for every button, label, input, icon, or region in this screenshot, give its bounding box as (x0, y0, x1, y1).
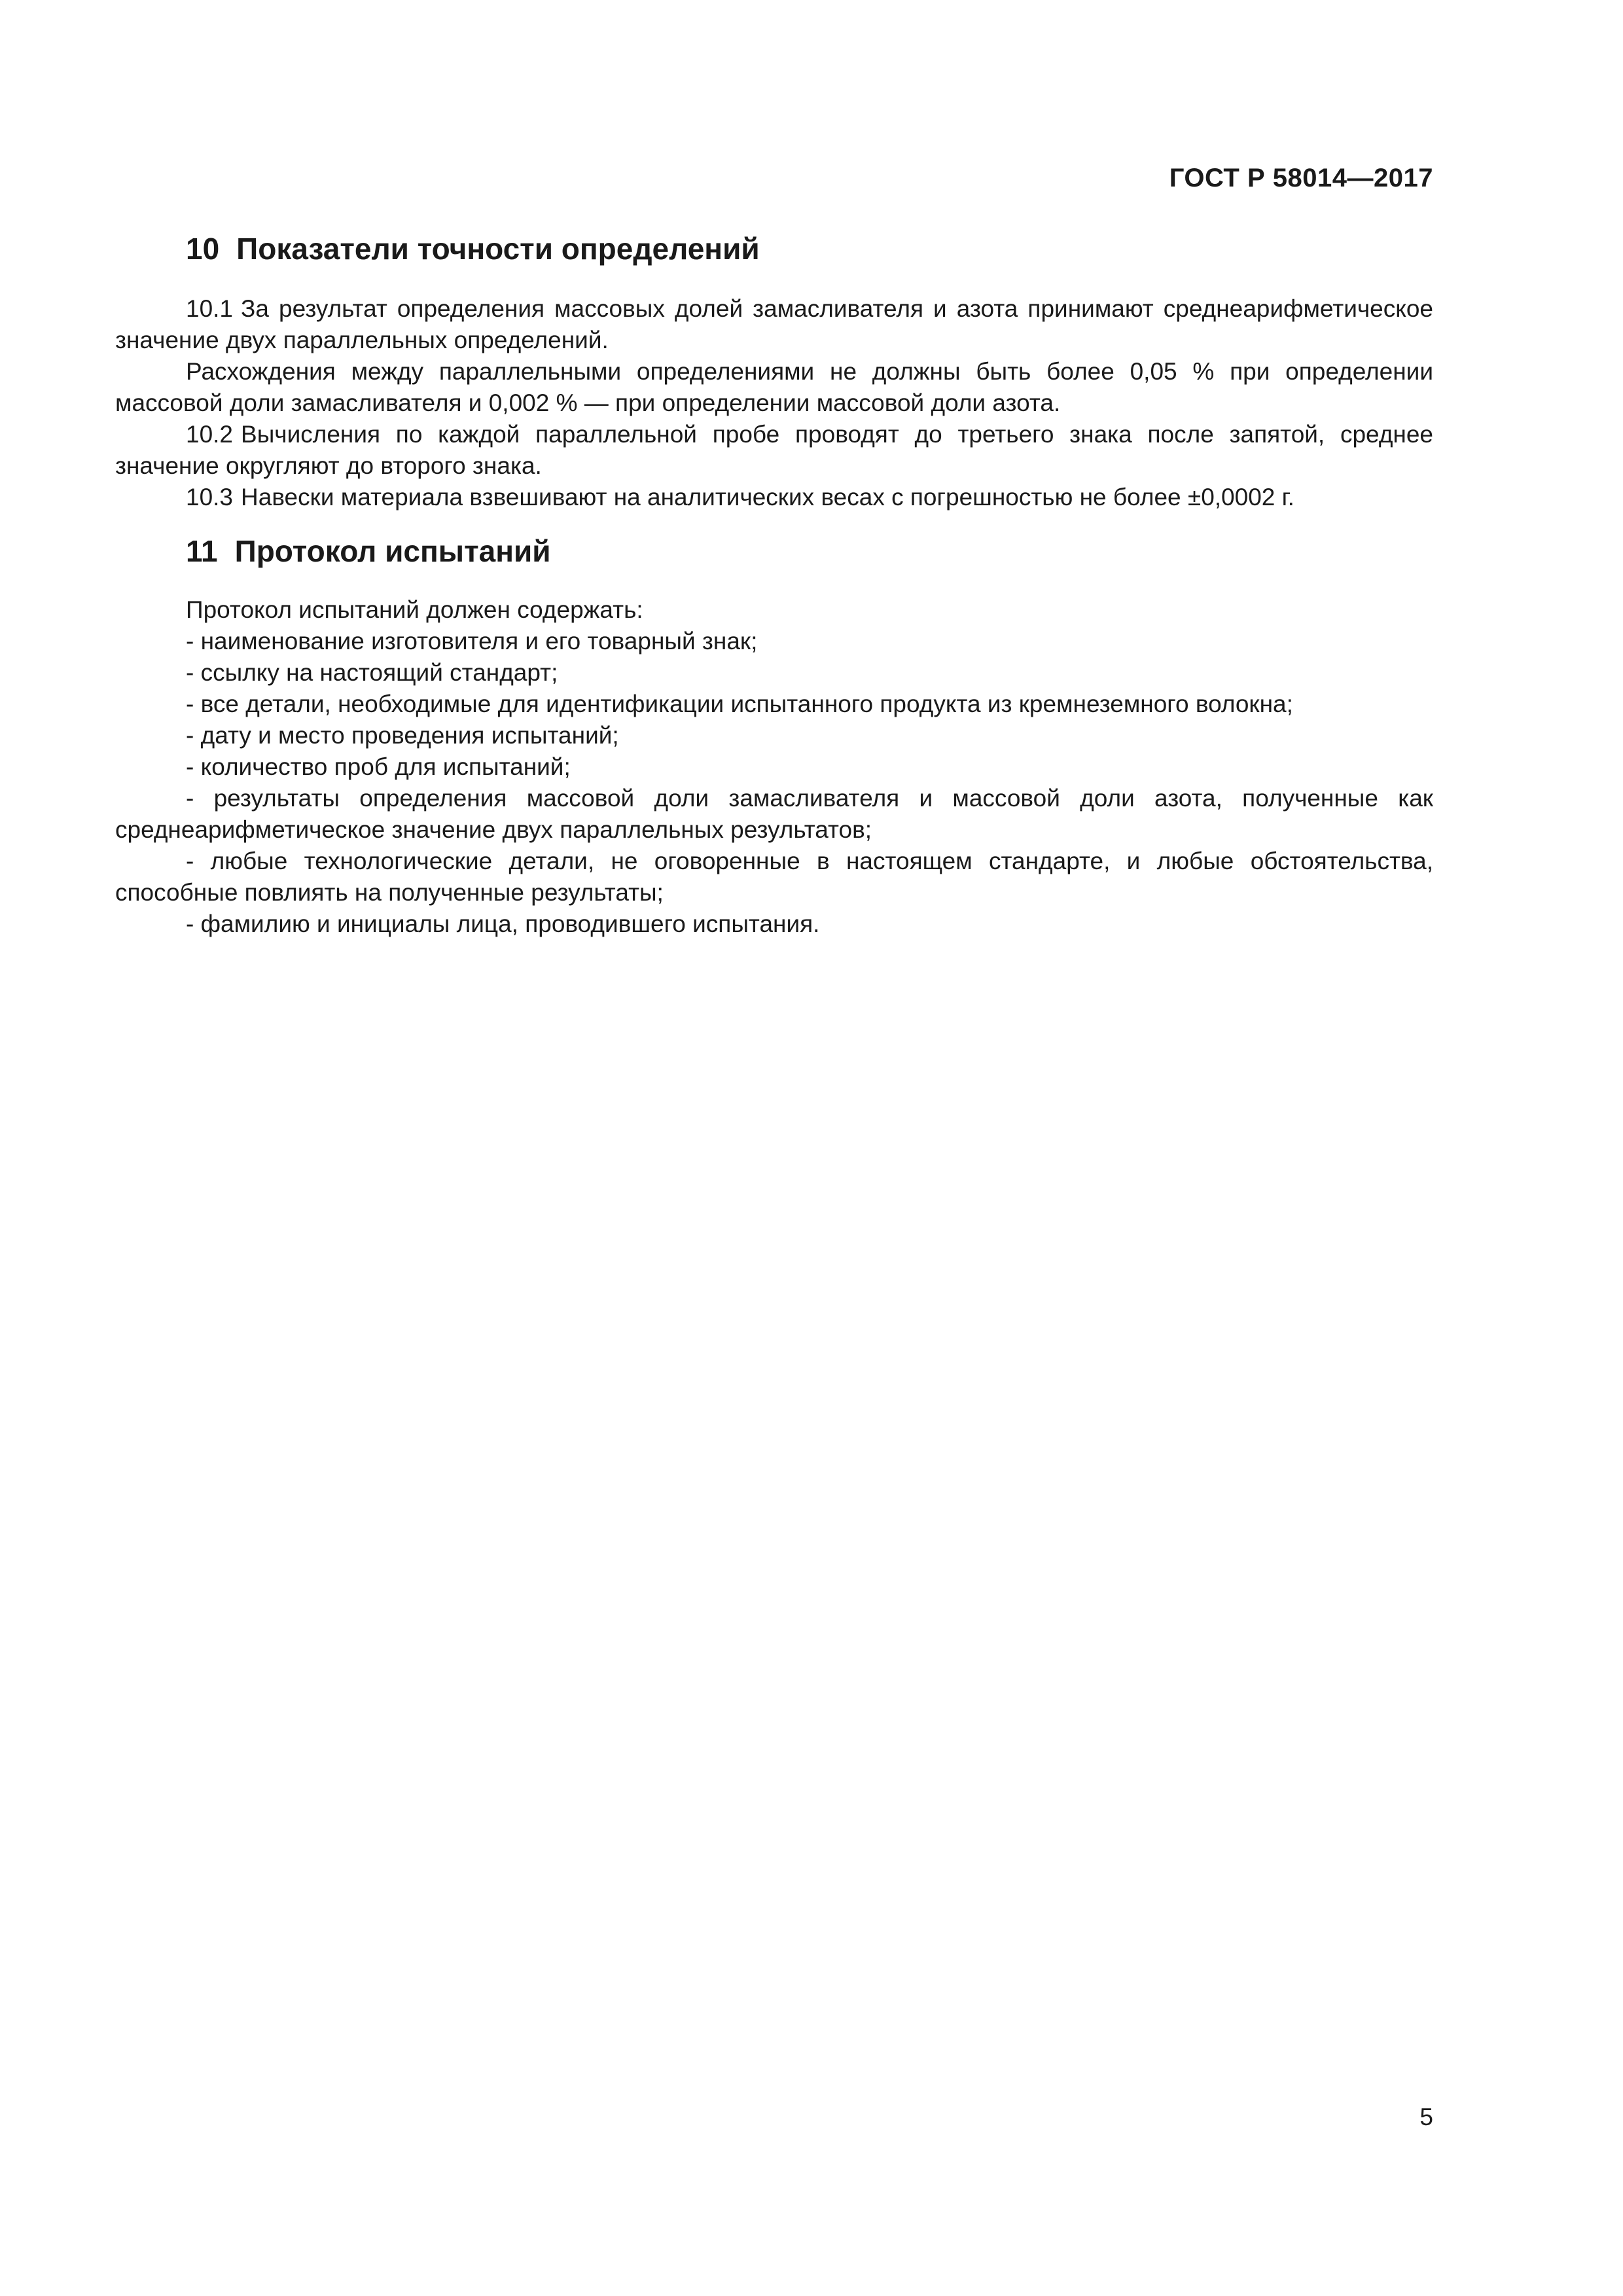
paragraph-10-1-discrepancy (115, 356, 1433, 419)
section-10-heading (115, 229, 1433, 268)
section-title: Показатели точности определений (236, 232, 760, 266)
paragraph-number: 10.3 (186, 484, 234, 511)
paragraph-number: 10.1 (186, 295, 234, 322)
paragraph-10-2 (115, 419, 1433, 482)
section-number: 10 (186, 232, 220, 266)
paragraph-10-1 (115, 293, 1433, 356)
paragraph-10-3 (115, 482, 1433, 513)
list-item: - результаты определения массовой доли замасливателя и массовой доли азота, полученные как среднеарифметическое значение двух параллельных результатов; (115, 785, 1433, 843)
page-content (115, 229, 1433, 940)
paragraph-text: Расхождения между параллельными определениями не должны быть более 0,05 % при определении массовой доли замасливателя и 0,002 % — при определении массовой доли азота. (115, 358, 1433, 416)
protocol-intro: Протокол испытаний должен содержать: (186, 596, 643, 623)
section-number: 11 (186, 534, 218, 568)
list-item: - фамилию и инициалы лица, проводившего испытания. (186, 910, 820, 937)
list-item: - количество проб для испытаний; (186, 753, 571, 780)
list-item: - дату и место проведения испытаний; (186, 722, 619, 749)
section-11-heading (115, 531, 1433, 571)
document-code-header: ГОСТ Р 58014—2017 (1169, 164, 1433, 192)
paragraph-text: За результат определения массовых долей замасливателя и азота принимают среднеарифметическое значение двух параллельных определений. (115, 295, 1433, 353)
paragraph-text: Навески материала взвешивают на аналитических весах с погрешностью не более ±0,0002 г. (241, 484, 1294, 511)
list-item: - ссылку на настоящий стандарт; (186, 659, 558, 686)
paragraph-number: 10.2 (186, 421, 234, 448)
paragraph-text: Вычисления по каждой параллельной пробе проводят до третьего знака после запятой, среднее значение округляют до второго знака. (115, 421, 1433, 479)
page-number: 5 (1419, 2104, 1433, 2130)
protocol-items-list (115, 626, 1433, 940)
section-title: Протокол испытаний (234, 534, 551, 568)
list-item: - любые технологические детали, не оговоренные в настоящем стандарте, и любые обстоятельства, способные повлиять на полученные результаты; (115, 848, 1433, 906)
list-item: - наименование изготовителя и его товарный знак; (186, 628, 758, 655)
list-item: - все детали, необходимые для идентификации испытанного продукта из кремнеземного волокна; (186, 691, 1293, 717)
